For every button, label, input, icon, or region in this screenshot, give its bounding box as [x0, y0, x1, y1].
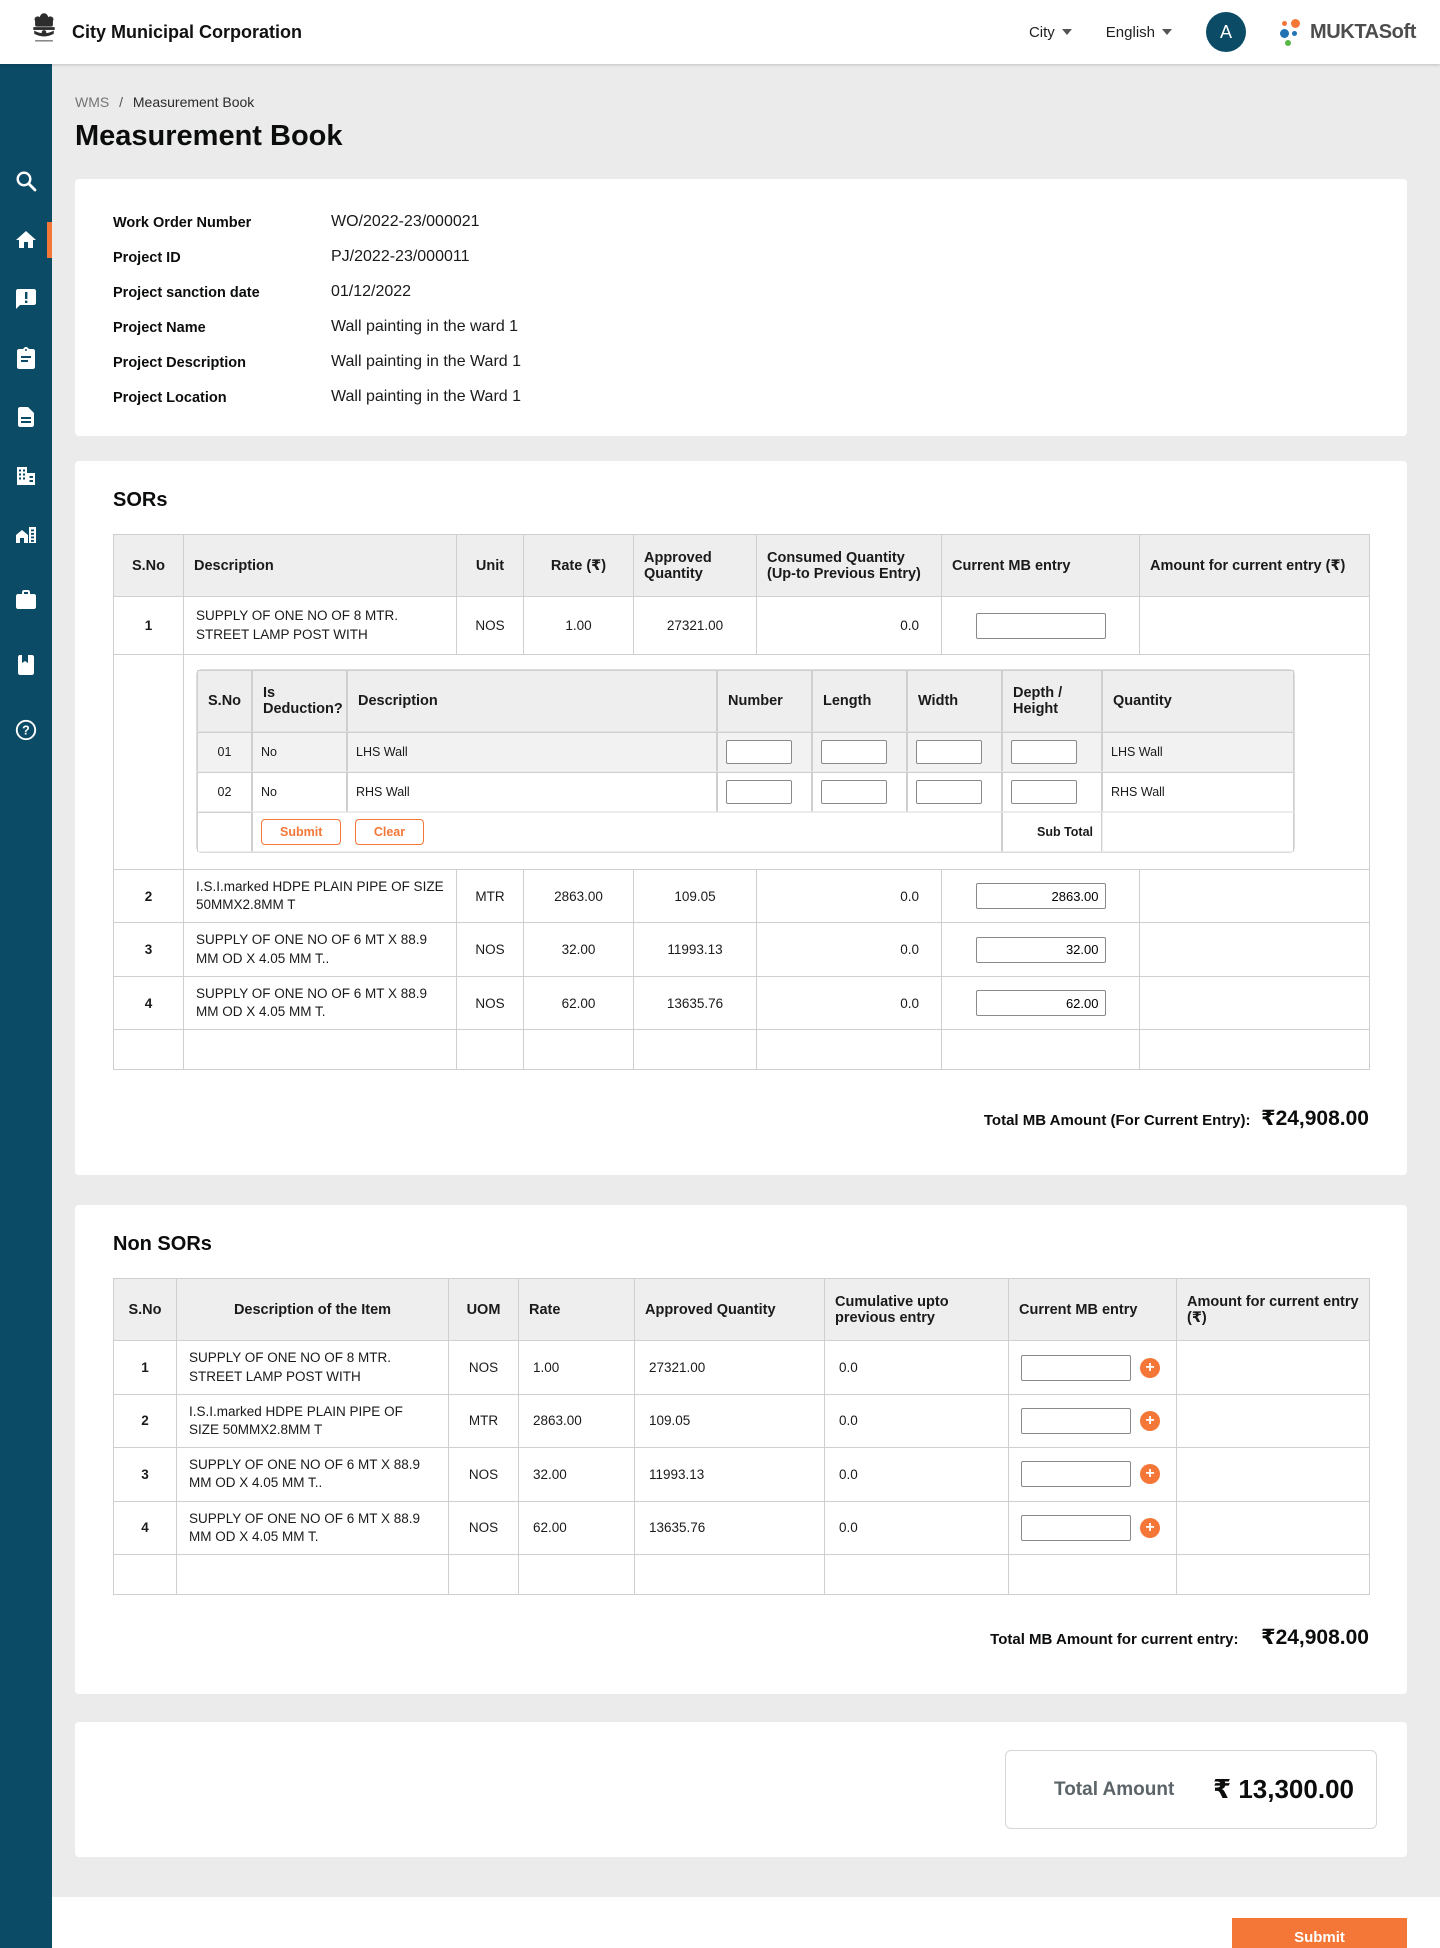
- info-row-project-id: [113, 248, 1369, 266]
- info-row-project-location: [113, 388, 1369, 406]
- non-sors-table: [113, 1278, 1370, 1595]
- non-sors-title: Non SORs: [113, 1233, 212, 1256]
- sidebar-item-documents[interactable]: [0, 397, 52, 437]
- col-cumulative: Cumulative upto previous entry: [825, 1279, 1009, 1341]
- cell-cumulative: 0.0: [825, 1501, 1009, 1554]
- total-amount-card: [75, 1722, 1407, 1857]
- non-sors-row-2: [114, 1394, 1370, 1447]
- col-rate: Rate (₹): [524, 535, 634, 597]
- non-sors-total-line: [113, 1625, 1369, 1650]
- add-entry-icon[interactable]: +: [1140, 1464, 1160, 1484]
- user-avatar[interactable]: [1206, 12, 1246, 52]
- brand-name: MUKTASoft: [1310, 20, 1416, 43]
- col-sno: S.No: [114, 535, 184, 597]
- info-row-project-name: [113, 318, 1369, 336]
- current-mb-input[interactable]: [976, 990, 1106, 1016]
- city-dropdown[interactable]: [1029, 24, 1072, 41]
- cell-amount: [1177, 1394, 1370, 1447]
- main-content: [52, 64, 1440, 1948]
- cell-approved: 27321.00: [635, 1341, 825, 1394]
- info-row-project-description: [113, 353, 1369, 371]
- cell-description: SUPPLY OF ONE NO OF 8 MTR. STREET LAMP POST WITH: [177, 1341, 449, 1394]
- avatar-initial: A: [1219, 21, 1232, 42]
- info-row-work-order: [113, 213, 1369, 231]
- info-value: Wall painting in the Ward 1: [331, 353, 522, 370]
- info-label: Work Order Number: [113, 215, 252, 231]
- mcol-sno: S.No: [197, 670, 252, 732]
- mcol-depth: Depth / Height: [1002, 670, 1102, 732]
- add-entry-icon[interactable]: +: [1140, 1518, 1160, 1538]
- sors-row-4: [114, 976, 1370, 1029]
- non-sors-row-1: [114, 1341, 1370, 1394]
- cell-approved: 109.05: [634, 870, 757, 923]
- mcell-deduction: No: [252, 772, 347, 812]
- col-amount: Amount for current entry (₹): [1140, 535, 1370, 597]
- cell-uom: NOS: [449, 1341, 519, 1394]
- breadcrumb-separator: /: [119, 94, 123, 110]
- mcell-quantity: RHS Wall: [1102, 772, 1294, 812]
- info-label: Project Location: [113, 390, 227, 406]
- cell-rate: 62.00: [519, 1501, 635, 1554]
- cell-amount: [1177, 1501, 1370, 1554]
- non-sors-total-label: Total MB Amount for current entry:: [990, 1631, 1239, 1649]
- mcell-description: RHS Wall: [347, 772, 717, 812]
- action-footer: [52, 1897, 1440, 1948]
- cell-description: SUPPLY OF ONE NO OF 6 MT X 88.9 MM OD X 4.05 MM T.: [177, 1501, 449, 1554]
- sidebar-item-announcements[interactable]: [0, 279, 52, 319]
- breadcrumb-current: Measurement Book: [132, 94, 255, 110]
- cell-cumulative: 0.0: [825, 1394, 1009, 1447]
- cell-consumed: 0.0: [757, 923, 942, 976]
- chevron-down-icon: [1162, 29, 1172, 35]
- help-icon: [14, 718, 38, 742]
- cell-cumulative: 0.0: [825, 1448, 1009, 1501]
- measurement-table: [196, 669, 1295, 853]
- cell-description: SUPPLY OF ONE NO OF 8 MTR. STREET LAMP POST WITH: [184, 597, 457, 655]
- total-amount-value: ₹ 13,300.00: [1213, 1774, 1354, 1805]
- cell-consumed: 0.0: [757, 870, 942, 923]
- cell-approved: 27321.00: [634, 597, 757, 655]
- non-sors-empty-row: [114, 1555, 1370, 1595]
- cell-approved: 13635.76: [635, 1501, 825, 1554]
- cell-rate: 1.00: [519, 1341, 635, 1394]
- cell-uom: NOS: [449, 1448, 519, 1501]
- cell-rate: 32.00: [524, 923, 634, 976]
- document-icon: [14, 405, 38, 429]
- cell-sno-empty: [114, 655, 184, 870]
- cell-approved: 109.05: [635, 1394, 825, 1447]
- sidebar-item-home[interactable]: [0, 220, 52, 260]
- mcell-description: LHS Wall: [347, 732, 717, 772]
- briefcase-icon: [14, 588, 38, 612]
- cell-rate: 62.00: [524, 976, 634, 1029]
- breadcrumb: [75, 94, 1440, 110]
- info-value: Wall painting in the Ward 1: [331, 388, 522, 405]
- cell-amount: [1140, 976, 1370, 1029]
- cell-description: SUPPLY OF ONE NO OF 6 MT X 88.9 MM OD X 4.05 MM T..: [184, 923, 457, 976]
- mcell-sno: 01: [197, 732, 252, 772]
- measurement-subtable-wrap: [184, 655, 1369, 869]
- page-title: Measurement Book: [75, 120, 343, 152]
- number-input[interactable]: [726, 740, 792, 764]
- cell-amount: [1140, 597, 1370, 655]
- clipboard-icon: [14, 346, 38, 370]
- info-value: PJ/2022-23/000011: [331, 248, 470, 265]
- sors-table: [113, 534, 1370, 1070]
- cell-sno: 2: [114, 1394, 177, 1447]
- brand-logo: [1280, 19, 1416, 46]
- non-sors-card: [75, 1205, 1407, 1694]
- current-mb-input[interactable]: [1021, 1355, 1131, 1381]
- language-dropdown-label: English: [1105, 23, 1155, 41]
- sidebar-item-ledger[interactable]: [0, 645, 52, 685]
- total-amount-box: [1005, 1750, 1377, 1829]
- sors-row-3: [114, 923, 1370, 976]
- national-emblem-icon: [28, 11, 60, 53]
- home-icon: [14, 228, 38, 252]
- cell-uom: NOS: [449, 1501, 519, 1554]
- cell-approved: 11993.13: [634, 923, 757, 976]
- info-label: Project ID: [113, 250, 181, 266]
- measurement-submit-button[interactable]: Submit: [261, 819, 341, 845]
- active-indicator: [47, 222, 52, 258]
- sors-title: SORs: [113, 489, 168, 511]
- cell-approved: 13635.76: [634, 976, 757, 1029]
- info-row-sanction-date: [113, 283, 1369, 301]
- cell-description: I.S.I.marked HDPE PLAIN PIPE OF SIZE 50MMX2.8MM T: [184, 870, 457, 923]
- sidebar-item-help[interactable]: [0, 710, 52, 750]
- cell-rate: 2863.00: [519, 1394, 635, 1447]
- info-label: Project Description: [113, 355, 246, 371]
- mcell-quantity: LHS Wall: [1102, 732, 1294, 772]
- mcell-deduction: No: [252, 732, 347, 772]
- cell-description: SUPPLY OF ONE NO OF 6 MT X 88.9 MM OD X 4.05 MM T.: [184, 976, 457, 1029]
- cell-unit: NOS: [457, 597, 524, 655]
- width-input[interactable]: [916, 740, 982, 764]
- cell-sno: 3: [114, 1448, 177, 1501]
- sors-measurements-row: [114, 655, 1370, 870]
- cell-description: I.S.I.marked HDPE PLAIN PIPE OF SIZE 50MMX2.8MM T: [177, 1394, 449, 1447]
- info-label: Project sanction date: [113, 285, 260, 301]
- cell-sno: 3: [114, 923, 184, 976]
- top-header: [0, 0, 1440, 64]
- length-input[interactable]: [821, 740, 887, 764]
- cell-description: SUPPLY OF ONE NO OF 6 MT X 88.9 MM OD X 4.05 MM T..: [177, 1448, 449, 1501]
- search-icon: [14, 169, 38, 193]
- non-sors-total-value: ₹24,908.00: [1260, 1626, 1369, 1650]
- measurement-footer-row: [197, 812, 1294, 852]
- chevron-down-icon: [1062, 29, 1072, 35]
- current-mb-input[interactable]: [976, 883, 1106, 909]
- col-current-mb: Current MB entry: [1009, 1279, 1177, 1341]
- language-dropdown[interactable]: [1106, 24, 1172, 41]
- sors-total-value: ₹24,908.00: [1260, 1107, 1369, 1131]
- cell-amount: [1140, 870, 1370, 923]
- add-entry-icon[interactable]: +: [1140, 1358, 1160, 1378]
- cell-sno: 1: [114, 597, 184, 655]
- sors-row-1: [114, 597, 1370, 655]
- sors-row-2: [114, 870, 1370, 923]
- building-icon: [14, 464, 38, 488]
- total-amount-label: Total Amount: [1054, 1778, 1175, 1800]
- sors-card: [75, 461, 1407, 1175]
- non-sors-row-3: [114, 1448, 1370, 1501]
- cell-amount: [1177, 1341, 1370, 1394]
- non-sors-header-row: [114, 1279, 1370, 1341]
- number-input[interactable]: [726, 780, 792, 804]
- cell-rate: 32.00: [519, 1448, 635, 1501]
- cell-amount: [1177, 1448, 1370, 1501]
- sidebar-item-organization[interactable]: [0, 456, 52, 496]
- col-rate: Rate: [519, 1279, 635, 1341]
- project-info-card: [75, 179, 1407, 436]
- width-input[interactable]: [916, 780, 982, 804]
- current-mb-input[interactable]: [976, 937, 1106, 963]
- cell-unit: NOS: [457, 923, 524, 976]
- cell-unit: NOS: [457, 976, 524, 1029]
- info-value: WO/2022-23/000021: [331, 213, 480, 230]
- sors-total-line: [113, 1106, 1369, 1131]
- mcol-width: Width: [907, 670, 1002, 732]
- current-mb-input[interactable]: [976, 613, 1106, 639]
- length-input[interactable]: [821, 780, 887, 804]
- info-value: 01/12/2022: [331, 283, 412, 300]
- mcell-sno: 02: [197, 772, 252, 812]
- cell-cumulative: 0.0: [825, 1341, 1009, 1394]
- depth-input[interactable]: [1011, 740, 1077, 764]
- sors-empty-row: [114, 1030, 1370, 1070]
- mcol-number: Number: [717, 670, 812, 732]
- sidebar-item-works[interactable]: [0, 580, 52, 620]
- book-icon: [14, 653, 38, 677]
- col-sno: S.No: [114, 1279, 177, 1341]
- subtotal-value: [1102, 812, 1294, 852]
- svg-text:?: ?: [22, 723, 30, 738]
- col-approved-qty: Approved Quantity: [634, 535, 757, 597]
- home-work-icon: [14, 523, 38, 547]
- cell-sno: 1: [114, 1341, 177, 1394]
- current-mb-input[interactable]: [1021, 1515, 1131, 1541]
- mcol-length: Length: [812, 670, 907, 732]
- cell-approved: 11993.13: [635, 1448, 825, 1501]
- current-mb-input[interactable]: [1021, 1461, 1131, 1487]
- header-left: [0, 11, 302, 53]
- current-mb-input[interactable]: [1021, 1408, 1131, 1434]
- col-amount: Amount for current entry (₹): [1177, 1279, 1370, 1341]
- mcol-deduction: Is Deduction?: [252, 670, 347, 732]
- measurement-clear-button[interactable]: Clear: [355, 819, 424, 845]
- col-description: Description: [184, 535, 457, 597]
- mcol-description: Description: [347, 670, 717, 732]
- sidebar-item-assignments[interactable]: [0, 338, 52, 378]
- org-name: City Municipal Corporation: [72, 21, 303, 42]
- sidebar-nav: [0, 64, 52, 1948]
- breadcrumb-root[interactable]: WMS: [75, 94, 110, 110]
- cell-sno: 4: [114, 1501, 177, 1554]
- submit-button[interactable]: Submit: [1232, 1918, 1407, 1948]
- sors-header-row: [114, 535, 1370, 597]
- cell-rate: 1.00: [524, 597, 634, 655]
- subtotal-label: Sub Total: [1002, 812, 1102, 852]
- add-entry-icon[interactable]: +: [1140, 1411, 1160, 1431]
- info-value: Wall painting in the ward 1: [331, 318, 519, 335]
- mcol-quantity: Quantity: [1102, 670, 1294, 732]
- info-label: Project Name: [113, 320, 206, 336]
- cell-consumed: 0.0: [757, 597, 942, 655]
- col-item-description: Description of the Item: [177, 1279, 449, 1341]
- col-uom: UOM: [449, 1279, 519, 1341]
- cell-rate: 2863.00: [524, 870, 634, 923]
- cell-consumed: 0.0: [757, 976, 942, 1029]
- measurement-header-row: [197, 670, 1294, 732]
- col-approved-qty: Approved Quantity: [635, 1279, 825, 1341]
- cell-sno: 2: [114, 870, 184, 923]
- cell-sno: 4: [114, 976, 184, 1029]
- non-sors-row-4: [114, 1501, 1370, 1554]
- city-dropdown-label: City: [1028, 23, 1055, 41]
- brand-dots-icon: [1280, 19, 1302, 46]
- measurement-row-2: [197, 772, 1294, 812]
- depth-input[interactable]: [1011, 780, 1077, 804]
- sors-total-label: Total MB Amount (For Current Entry):: [983, 1112, 1251, 1130]
- col-consumed-qty: Consumed Quantity (Up-to Previous Entry): [757, 535, 942, 597]
- sidebar-item-estimates[interactable]: [0, 515, 52, 555]
- announcement-icon: [14, 287, 38, 311]
- col-current-mb: Current MB entry: [942, 535, 1140, 597]
- col-unit: Unit: [457, 535, 524, 597]
- sidebar-item-search[interactable]: [0, 161, 52, 201]
- measurement-row-1: [197, 732, 1294, 772]
- cell-unit: MTR: [457, 870, 524, 923]
- cell-amount: [1140, 923, 1370, 976]
- cell-uom: MTR: [449, 1394, 519, 1447]
- header-right: [1029, 12, 1440, 52]
